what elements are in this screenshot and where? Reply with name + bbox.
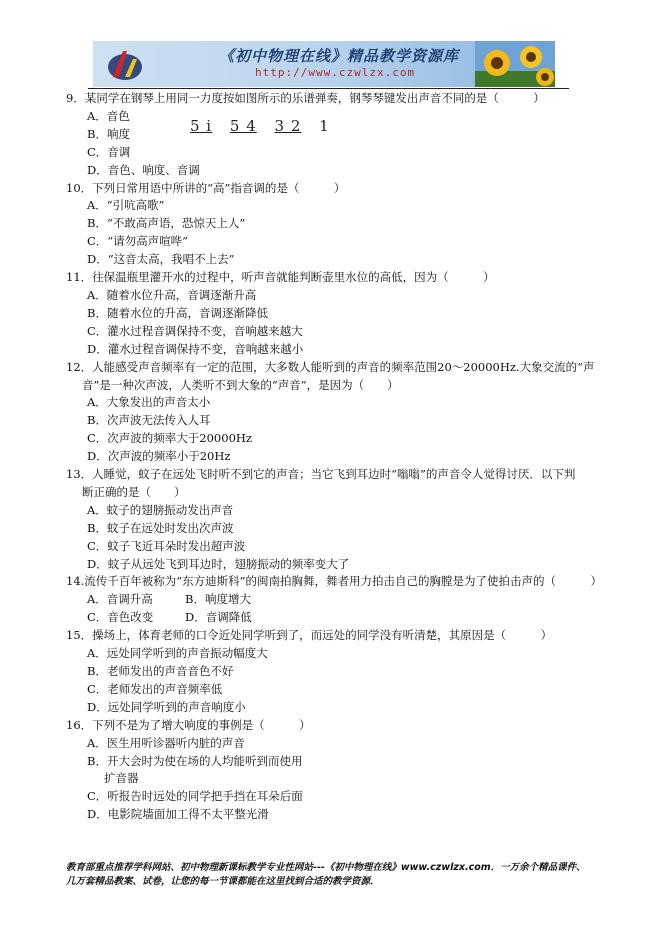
- option-b: B．开大会时为使在场的人均能听到而使用: [87, 753, 303, 768]
- score-group-2: 5 4: [229, 117, 257, 135]
- option-a: A．蚊子的翅膀振动发出声音: [87, 502, 234, 517]
- question-stem: 11．往保温瓶里灌开水的过程中，听声音就能判断壶里水位的高低，因为（ ）: [66, 270, 495, 285]
- option-b: B．响度增大: [185, 592, 251, 607]
- question-16: [66, 717, 591, 824]
- header-title: 《初中物理在线》精品教学资源库: [219, 47, 460, 65]
- question-stem: 9．某同学在钢琴上用同一力度按如图所示的乐谱弹奏，钢琴琴键发出声音不同的是（ ）: [66, 91, 545, 105]
- question-15: [66, 627, 591, 717]
- options-row-1: [66, 591, 591, 609]
- footer-line-2: 几万套精品教案、试卷，让您的每一节课都能在这里找到合适的教学资源．: [66, 876, 380, 887]
- option-a: A．音色: [87, 108, 130, 123]
- score-group-3: 3 2: [274, 117, 302, 135]
- question-13: [66, 466, 591, 573]
- option-a: A．音调升高: [87, 592, 153, 607]
- question-14: [66, 573, 603, 627]
- option-d: D．“这音太高，我唱不上去”: [87, 252, 235, 267]
- option-d: D．次声波的频率小于20Hz: [87, 449, 231, 464]
- option-c: C．蚊子飞近耳朵时发出超声波: [87, 538, 246, 553]
- question-stem-line1: 12．人能感受声音频率有一定的范围，大多数人能听到的声音的频率范围20～20000Hz.大象交流的“声: [66, 359, 595, 374]
- option-b: B．响度: [87, 126, 130, 141]
- sunflower-image: [475, 41, 555, 87]
- option-b: B．随着水位的升高，音调逐渐降低: [87, 305, 268, 320]
- options-row-2: [66, 609, 591, 627]
- footer-line-1: 教育部重点推荐学科网站、初中物理新课标教学专业性网站---《初中物理在线》www.czwlzx.com．一万余个精品课件、: [66, 862, 586, 873]
- option-b: B．“不敢高声语，恐惊天上人”: [87, 216, 246, 231]
- option-c: C．灌水过程音调保持不变，音响越来越大: [87, 323, 303, 338]
- question-stem: 16．下列不是为了增大响度的事例是（ ）: [66, 717, 311, 732]
- option-c: C．音调: [87, 144, 131, 159]
- site-logo-icon: [105, 47, 145, 83]
- option-c: C．次声波的频率大于20000Hz: [87, 431, 252, 446]
- question-stem: 15．操场上，体育老师的口令近处同学听到了，而远处的同学没有听清楚，其原因是（ ）: [66, 628, 553, 643]
- question-9: [66, 90, 591, 180]
- question-stem-line2: 音”是一种次声波，人类听不到大象的“声音”，是因为（ ）: [82, 377, 399, 392]
- page-footer: [66, 861, 596, 889]
- option-a: A．随着水位升高，音调逐渐升高: [87, 287, 257, 302]
- header-divider: [88, 88, 569, 89]
- question-12: [66, 359, 595, 466]
- option-a: A．大象发出的声音太小: [87, 395, 211, 410]
- option-b: B．次声波无法传入人耳: [87, 413, 211, 428]
- question-stem: 10．下列日常用语中所讲的“高”指音调的是（ ）: [66, 180, 346, 195]
- option-b-continued: 扩音器: [104, 771, 139, 786]
- option-d: D．音调降低: [185, 610, 252, 625]
- option-d: D．电影院墙面加工得不太平整光滑: [87, 807, 269, 822]
- option-b: B．蚊子在远处时发出次声波: [87, 520, 234, 535]
- option-a: A．远处同学听到的声音振动幅度大: [87, 646, 268, 661]
- question-stem: 14.流传千百年被称为“东方迪斯科”的闽南拍胸舞，舞者用力拍击自己的胸膛是为了使拍击声的（ ）: [66, 574, 603, 589]
- option-d: D．音色、响度、音调: [87, 162, 200, 177]
- option-d: D．蚊子从远处飞到耳边时，翅膀振动的频率变大了: [87, 556, 350, 571]
- question-list: [66, 90, 603, 824]
- score-group-4: 1: [319, 117, 330, 135]
- option-a: A．“引吭高歌”: [87, 198, 165, 213]
- header-url[interactable]: http://www.czwlzx.com: [255, 66, 416, 79]
- question-stem-line2: 断正确的是（ ）: [82, 484, 186, 499]
- question-stem-line1: 13．人睡觉，蚊子在远处飞时听不到它的声音；当它飞到耳边时“嗡嗡”的声音令人觉得讨厌．以下判: [66, 467, 576, 482]
- question-10: [66, 180, 591, 270]
- option-d: D．远处同学听到的声音响度小: [87, 699, 246, 714]
- option-c: C．老师发出的声音频率低: [87, 681, 223, 696]
- header-banner: [93, 41, 555, 87]
- score-group-1: 5 i: [190, 117, 213, 135]
- option-b: B．老师发出的声音音色不好: [87, 664, 234, 678]
- option-c: C．听报告时远处的同学把手挡在耳朵后面: [87, 789, 303, 804]
- option-c: C．“请勿高声喧哗”: [87, 234, 189, 249]
- option-d: D．灌水过程音调保持不变，音响越来越小: [87, 341, 304, 356]
- option-a: A．医生用听诊器听内脏的声音: [87, 735, 245, 750]
- option-c: C．音色改变: [87, 610, 154, 625]
- question-11: [66, 269, 591, 359]
